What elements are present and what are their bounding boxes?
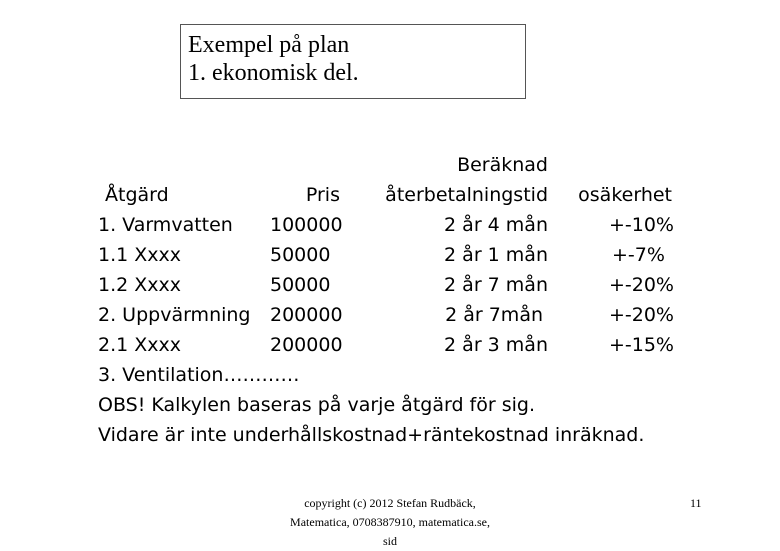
- row-2-atgard: 1.1 Xxxx: [98, 244, 182, 266]
- footer-line-2: Matematica, 0708387910, matematica.se,: [290, 515, 490, 529]
- row-3-atgard: 1.2 Xxxx: [98, 274, 182, 296]
- row-5-tid: 2 år 3 mån: [444, 334, 548, 356]
- row-5-osakerhet: +-15%: [608, 334, 674, 356]
- row-4-atgard: 2. Uppvärmning: [98, 304, 251, 326]
- note-ventilation: 3. Ventilation…………: [98, 364, 300, 386]
- header-atgard: Åtgärd: [105, 184, 169, 206]
- row-2-tid: 2 år 1 mån: [444, 244, 548, 266]
- row-1-tid: 2 år 4 mån: [444, 214, 548, 236]
- row-3-pris: 50000: [270, 274, 331, 296]
- row-4-pris: 200000: [270, 304, 343, 326]
- page-number: 11: [690, 496, 702, 510]
- footer-line-1: copyright (c) 2012 Stefan Rudbäck,: [304, 496, 476, 510]
- row-3-osakerhet: +-20%: [608, 274, 674, 296]
- title-line-1: Exempel på plan: [188, 32, 350, 58]
- row-5-atgard: 2.1 Xxxx: [98, 334, 182, 356]
- title-line-2: 1. ekonomisk del.: [188, 60, 359, 86]
- row-4-tid: 2 år 7mån: [445, 304, 543, 326]
- row-2-osakerhet: +-7%: [612, 244, 665, 266]
- row-1-osakerhet: +-10%: [608, 214, 674, 236]
- note-obs: OBS! Kalkylen baseras på varje åtgärd för sig.: [98, 394, 535, 416]
- row-4-osakerhet: +-20%: [608, 304, 674, 326]
- header-pris: Pris: [305, 184, 340, 206]
- title-box: [180, 24, 526, 99]
- row-2-pris: 50000: [270, 244, 331, 266]
- row-5-pris: 200000: [270, 334, 343, 356]
- header-beraknad: Beräknad: [457, 154, 548, 176]
- note-vidare: Vidare är inte underhållskostnad+räntekostnad inräknad.: [98, 424, 645, 446]
- footer-copyright: [260, 494, 520, 551]
- header-aterbetalningstid: återbetalningstid: [385, 184, 548, 206]
- row-1-pris: 100000: [270, 214, 343, 236]
- row-1-atgard: 1. Varmvatten: [98, 214, 233, 236]
- header-osakerhet: osäkerhet: [578, 184, 672, 206]
- row-3-tid: 2 år 7 mån: [444, 274, 548, 296]
- footer-line-3: sid: [382, 534, 397, 548]
